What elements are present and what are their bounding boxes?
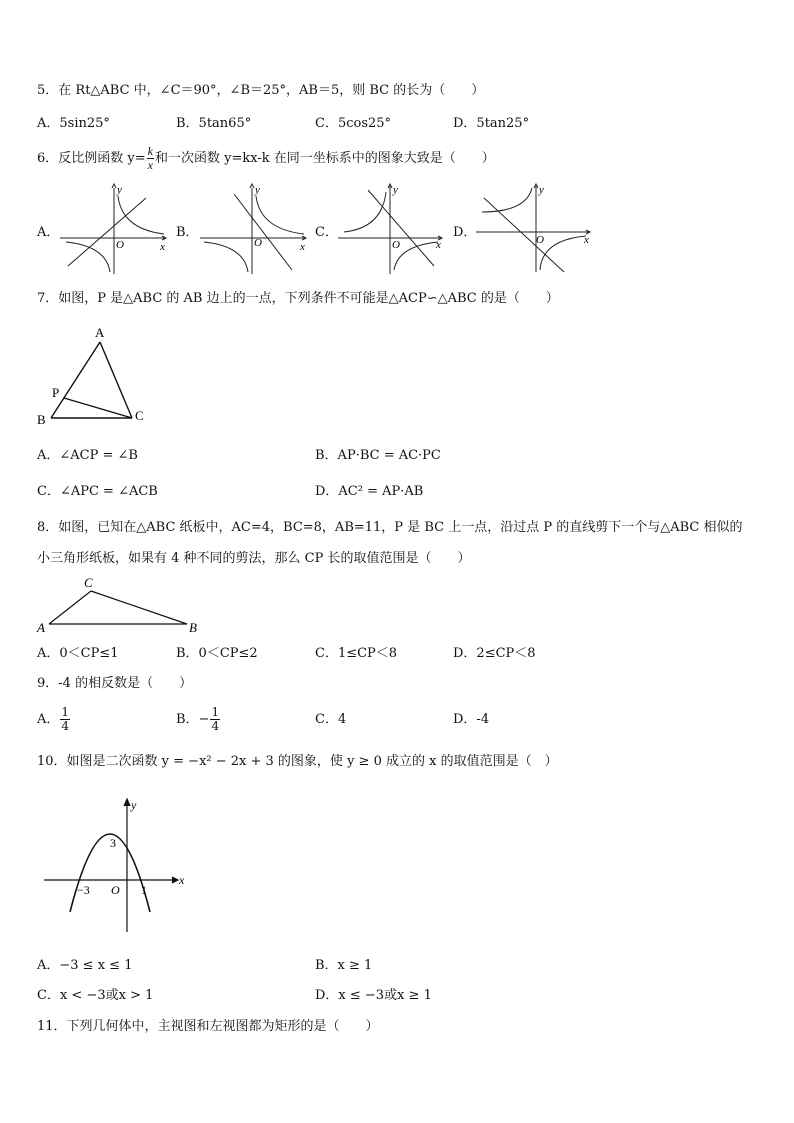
q6-stem-prefix: 6．反比例函数 y= xyxy=(37,151,146,166)
svg-text:x: x xyxy=(584,234,589,246)
q10-stem: 10．如图是二次函数 y = −x² − 2x + 3 的图象，使 y ≥ 0 成立的 x 的取值范围是（ ） xyxy=(37,754,558,769)
linear-line xyxy=(68,198,146,266)
q10-option-b: B．x ≥ 1 xyxy=(315,958,373,973)
q5-option-a: A．5sin25° xyxy=(37,116,110,131)
y-arrow-icon xyxy=(112,184,116,188)
q5-option-c: C．5cos25° xyxy=(315,116,392,131)
vertex-b-label: B xyxy=(37,412,46,427)
frac-den: 4 xyxy=(61,719,70,733)
vertex-c-label: C xyxy=(135,408,144,423)
y-label: y xyxy=(117,184,122,196)
q5-stem: 5．在 Rt△ABC 中，∠C＝90°，∠B＝25°，AB＝5，则 BC 的长为（ ） xyxy=(37,83,485,98)
vertex-a-label: A xyxy=(95,325,105,340)
root-neg3-label: −3 xyxy=(77,883,90,897)
vertex-b-label: B xyxy=(189,620,197,635)
y-label: y xyxy=(131,798,137,812)
q8-option-d: D．2≤CP＜8 xyxy=(453,646,536,661)
q10-option-c: C．x < −3或x > 1 xyxy=(37,988,154,1003)
q5-option-d: D．5tan25° xyxy=(453,116,530,131)
q6-label-a: A． xyxy=(37,225,60,240)
q6-stem-suffix: 和一次函数 y=kx-k 在同一坐标系中的图象大致是（ ） xyxy=(154,151,495,166)
q6-frac-num: k xyxy=(147,144,153,158)
y-arrow-icon xyxy=(124,799,130,806)
side-cb xyxy=(91,591,187,624)
vertex-c-label: C xyxy=(84,575,93,590)
side-ac xyxy=(100,342,132,418)
svg-text:O: O xyxy=(536,234,544,246)
q8-stem-line2: 小三角形纸板，如果有 4 种不同的剪法，那么 CP 长的取值范围是（ ） xyxy=(37,551,471,566)
q9-option-a-fraction xyxy=(60,706,70,733)
q8-option-c: C．1≤CP＜8 xyxy=(315,646,398,661)
q6-label-d: D． xyxy=(453,225,477,240)
svg-text:x: x xyxy=(436,239,441,251)
svg-text:O: O xyxy=(254,237,262,249)
q6-label-c: C． xyxy=(315,225,338,240)
x-label: x xyxy=(179,873,185,887)
x-arrow-icon xyxy=(172,877,178,883)
point-p-label: P xyxy=(52,385,60,400)
q9-stem: 9．-4 的相反数是（ ） xyxy=(37,676,193,691)
q9-option-b xyxy=(176,704,221,736)
svg-text:y: y xyxy=(255,184,260,196)
q7-option-b: B．AP·BC = AC·PC xyxy=(315,448,441,463)
q6-stem xyxy=(37,144,495,174)
q9-option-a-label: A． xyxy=(37,712,60,727)
hyperbola-branch xyxy=(66,242,110,272)
q8-option-b: B．0＜CP≤2 xyxy=(176,646,258,661)
root-1-label: 1 xyxy=(141,883,147,897)
q10-option-a: A．−3 ≤ x ≤ 1 xyxy=(37,958,133,973)
q7-triangle-figure xyxy=(36,326,156,430)
q8-option-a: A．0＜CP≤1 xyxy=(37,646,119,661)
x-label: x xyxy=(160,241,165,253)
q9-option-a xyxy=(37,704,71,736)
q7-option-a: A．∠ACP = ∠B xyxy=(37,448,138,463)
q9-option-b-fraction xyxy=(210,706,220,733)
segment-pc xyxy=(64,398,132,418)
q10-parabola-figure xyxy=(40,796,190,936)
q9-option-c: C．4 xyxy=(315,712,347,727)
vertex-a-label: A xyxy=(37,620,45,635)
q6-graph-c xyxy=(338,184,450,276)
q6-graph-d xyxy=(476,184,596,276)
q9-option-d: D．-4 xyxy=(453,712,490,727)
q11-stem: 11．下列几何体中，主视图和左视图都为矩形的是（ ） xyxy=(37,1019,379,1034)
q6-label-b: B． xyxy=(176,225,199,240)
q5-option-b: B．5tan65° xyxy=(176,116,252,131)
origin-label: O xyxy=(111,883,120,897)
q7-option-d: D．AC² = AP·AB xyxy=(315,484,424,499)
origin-label: O xyxy=(116,239,124,251)
side-ac xyxy=(49,591,91,624)
frac-den: 4 xyxy=(211,719,220,733)
q6-graph-b xyxy=(200,184,312,276)
q8-triangle-figure xyxy=(34,574,204,634)
svg-text:x: x xyxy=(300,241,305,253)
q10-option-d: D．x ≤ −3或x ≥ 1 xyxy=(315,988,432,1003)
intercept-3-label: 3 xyxy=(110,836,116,850)
q6-graph-a xyxy=(60,184,172,276)
svg-text:O: O xyxy=(392,239,400,251)
svg-text:y: y xyxy=(393,184,398,196)
q9-option-b-label: B．− xyxy=(176,712,210,727)
frac-num: 1 xyxy=(61,705,70,719)
q6-fraction xyxy=(147,145,154,172)
q7-option-c: C．∠APC = ∠ACB xyxy=(37,484,158,499)
q6-frac-den: x xyxy=(147,158,153,172)
q8-stem-line1: 8．如图，已知在△ABC 纸板中，AC=4，BC=8，AB=11，P 是 BC 上一点，沿过点 P 的直线剪下一个与△ABC 相似的 xyxy=(37,520,743,535)
q7-stem: 7．如图，P 是△ABC 的 AB 边上的一点，下列条件不可能是△ACP∽△ABC 的是（ ） xyxy=(37,291,559,306)
frac-num: 1 xyxy=(211,705,220,719)
svg-text:y: y xyxy=(539,184,544,196)
